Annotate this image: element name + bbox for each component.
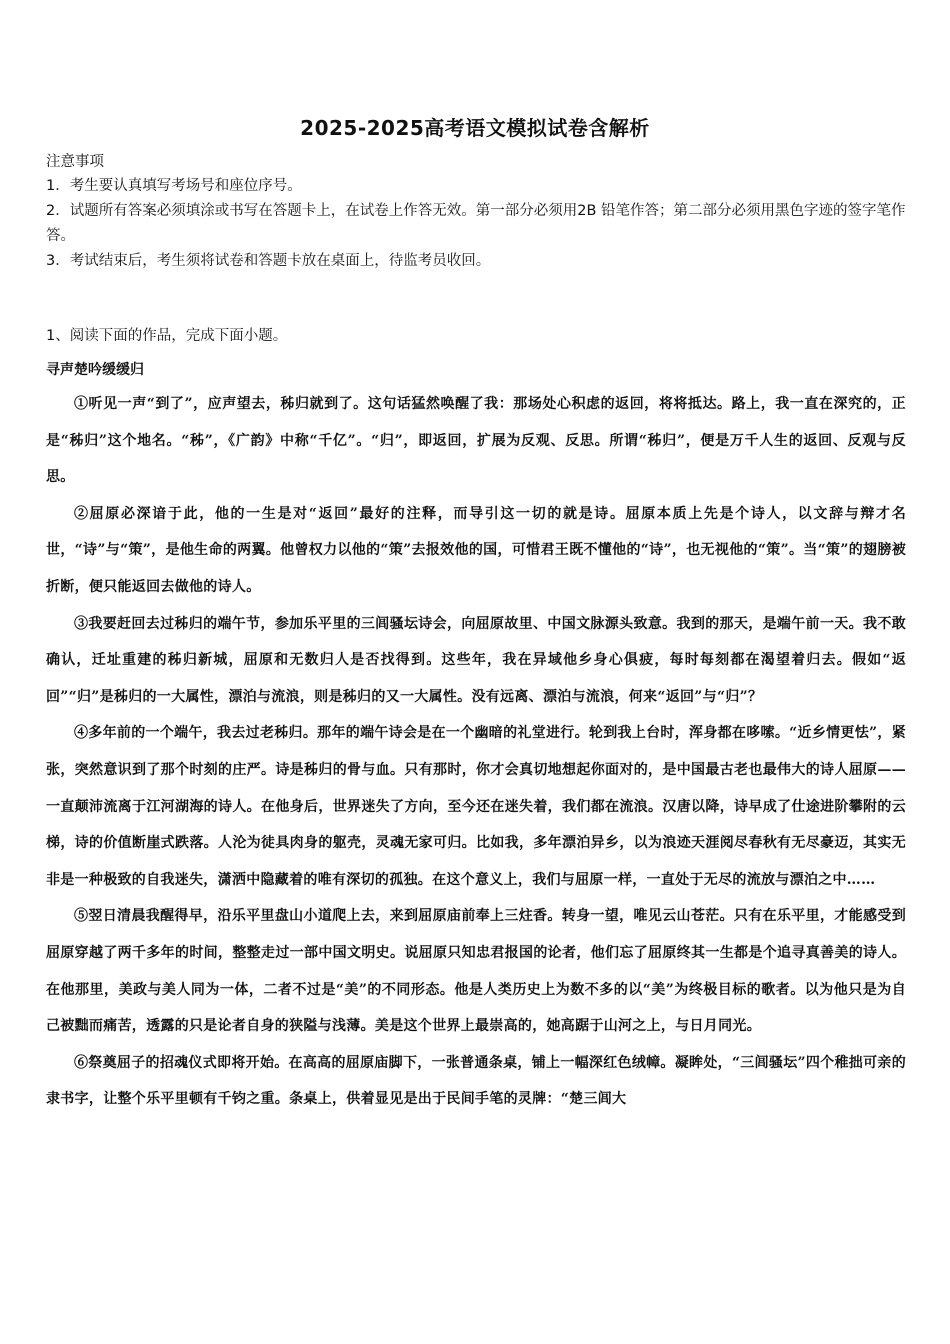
notice-item: 3．考试结束后，考生须将试卷和答题卡放在桌面上，待监考员收回。 — [46, 253, 491, 269]
notice-heading: 注意事项 — [46, 154, 104, 170]
notice-section — [46, 150, 908, 274]
article-paragraph: ⑥祭奠屈子的招魂仪式即将开始。在高高的屈原庙脚下，一张普通条桌，铺上一幅深红色绒幛。凝眸处，“三闾骚坛”四个稚拙可亲的隶书字，让整个乐平里顿有千钧之重。条桌上，供着显见是出于民间手笔的灵牌：“楚三闾大 — [46, 1054, 906, 1108]
article-paragraph: ④多年前的一个端午，我去过老秭归。那年的端午诗会是在一个幽暗的礼堂进行。轮到我上台时，浑身都在哆嗦。“近乡情更怯”，紧张，突然意识到了那个时刻的庄严。诗是秭归的骨与血。只有那时，你才会真切地想起你面对的，是中国最古老也最伟大的诗人屈原——一直颠沛流离于江河湖海的诗人。在他身后，世界迷失了方向，至今还在迷失着，我们都在流浪。汉唐以降，诗早成了仕途进阶攀附的云梯，诗的价值断崖式跌落。人沦为徒具肉身的躯壳，灵魂无家可归。比如我，多年漂泊异乡，以为浪迹天涯阅尽春秋有无尽豪迈，其实无非是一种极致的自我迷失，潇洒中隐藏着的唯有深切的孤独。在这个意义上，我们与屈原一样，一直处于无尽的流放与漂泊之中…… — [46, 725, 906, 888]
article-paragraph: ⑤翌日清晨我醒得早，沿乐平里盘山小道爬上去，来到屈原庙前奉上三炷香。转身一望，唯见云山苍茫。只有在乐平里，才能感受到屈原穿越了两千多年的时间，整整走过一部中国文明史。说屈原只知忠君报国的论者，他们忘了屈原终其一生都是个追寻真善美的诗人。在他那里，美政与美人同为一体，二者不过是“美”的不同形态。他是人类历史上为数不多的以“美”为终极目标的歌者。以为他只是为自己被黜而痛苦，透露的只是论者自身的狭隘与浅薄。美是这个世界上最崇高的，她高踞于山河之上，与日月同光。 — [46, 908, 906, 1035]
notice-item: 1．考生要认真填写考场号和座位序号。 — [46, 178, 302, 194]
article-paragraph: ①听见一声“到了”，应声望去，秭归就到了。这句话猛然唤醒了我：那场处心积虑的返回，将将抵达。路上，我一直在深究的，正是“秭归”这个地名。“秭”，《广韵》中称“千亿”。“归”，即返回，扩展为反观、反思。所谓“秭归”，便是万千人生的返回、反观与反思。 — [46, 396, 906, 486]
article-paragraph: ③我要赶回去过秭归的端午节，参加乐平里的三闾骚坛诗会，向屈原故里、中国文脉源头致意。我到的那天，是端午前一天。我不敢确认，迁址重建的秭归新城，屈原和无数归人是否找得到。这些年，我在异域他乡身心俱疲，每时每刻都在渴望着归去。假如“返回”“归”是秭归的一大属性，漂泊与流浪，则是秭归的又一大属性。没有远离、漂泊与流浪，何来“返回”与“归”？ — [46, 615, 906, 705]
article-body — [46, 386, 906, 1118]
exam-title: 2025-2025高考语文模拟试卷含解析 — [300, 116, 650, 140]
article-title: 寻声楚吟缓缓归 — [46, 362, 144, 378]
question-prompt: 1、阅读下面的作品，完成下面小题。 — [46, 328, 288, 344]
article-paragraph: ②屈原必深谙于此，他的一生是对“返回”最好的注释，而导引这一切的就是诗。屈原本质上先是个诗人，以文辞与辩才名世，“诗”与“策”，是他生命的两翼。他曾权力以他的“策”去报效他的国，可惜君王既不懂他的“诗”，也无视他的“策”。当“策”的翅膀被折断，便只能返回去做他的诗人。 — [46, 505, 906, 595]
notice-item: 2．试题所有答案必须填涂或书写在答题卡上，在试卷上作答无效。第一部分必须用2B 铅笔作答；第二部分必须用黑色字迹的签字笔作答。 — [46, 203, 906, 244]
